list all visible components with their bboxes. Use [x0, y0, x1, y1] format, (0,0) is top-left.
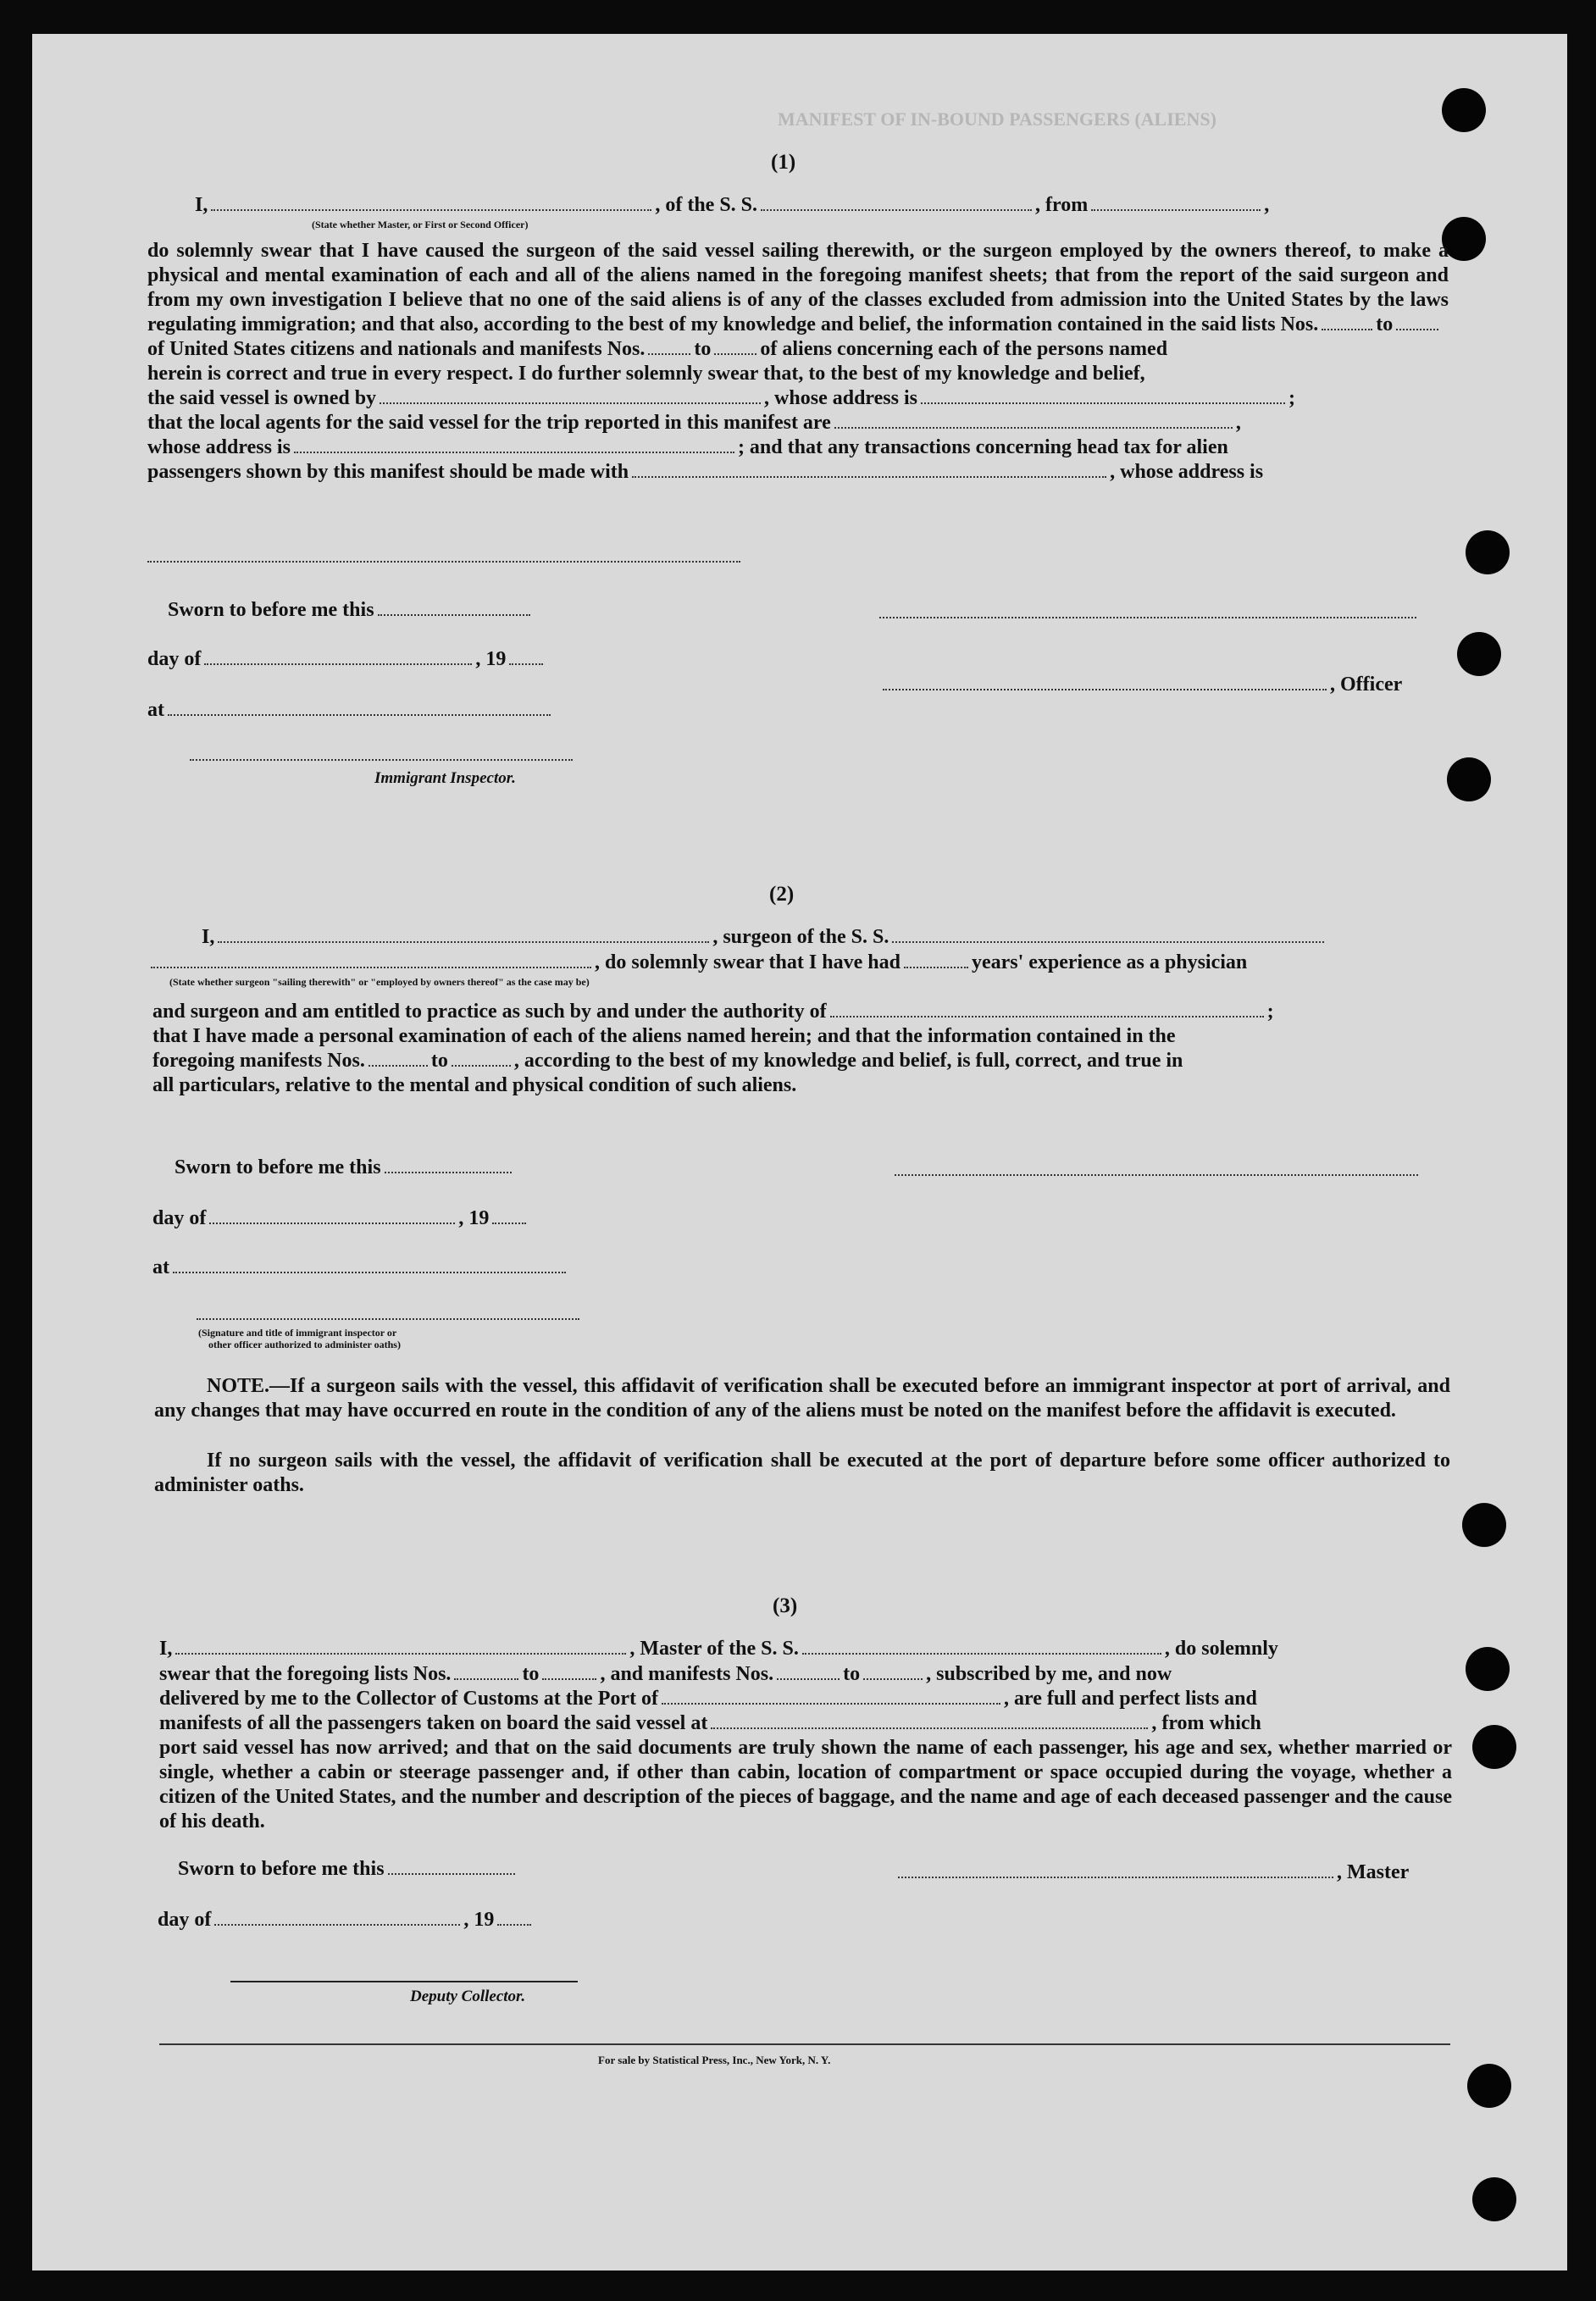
binder-hole-5	[1447, 757, 1491, 801]
s2-paragraph: and surgeon and am entitled to practice as such by and under the authority of ; that I have made a personal examination of each of the aliens named herein; and that the information contained in the foregoing manifests Nos. to , according to the best of my knowledge and belief, is full, correct, and true in all particulars, relative to the mental and physical condition of such aliens.	[152, 1001, 1274, 1096]
binder-hole-8	[1472, 1725, 1516, 1769]
s1-inspector-line	[190, 759, 573, 761]
s1-i: I,	[195, 194, 208, 216]
binder-hole-9	[1467, 2064, 1511, 2108]
s3-master: , Master	[895, 1860, 1409, 1885]
s2-officer-line	[197, 1318, 579, 1320]
s2-day-of: day of , 19	[152, 1206, 529, 1231]
s3-line-master: I, , Master of the S. S. , do solemnly	[159, 1638, 1278, 1660]
s3-collector: Deputy Collector.	[410, 1988, 526, 2005]
s2-note: NOTE.—If a surgeon sails with the vessel, this affidavit of verification shall be executed before an immigrant inspector at port of arrival, and any changes that may have occurred en route in the condition of any of the aliens must be noted on the manifest before the affidavit is executed.	[154, 1375, 1450, 1422]
s1-day-of: day of , 19	[147, 647, 546, 672]
s2-sig-label-2: other officer authorized to administer oaths)	[208, 1339, 401, 1350]
s3-paragraph: swear that the foregoing lists Nos. to , and manifests Nos. to , subscribed by me, and now delivered by me to the Collector of Customs at the Port of , are full and perfect lists and manifests of all the passengers taken on board the said vessel at , from which port said vessel has now arrived; and that on the said documents are truly shown the name of each passenger, his age and sex, whether married or single, whether a cabin or steerage passenger and, if other than cabin, location of compartment or space occupied during the voyage, whether a citizen of the United States, and the number and description of the pieces of baggage, and the name and age of each deceased passenger and the cause of his death.	[159, 1663, 1452, 1832]
s2-line-surgeon: I, , surgeon of the S. S.	[202, 925, 1327, 950]
s3-sworn: Sworn to before me this	[178, 1857, 518, 1882]
binder-hole-3	[1466, 530, 1510, 574]
s2-at: at	[152, 1256, 569, 1280]
s1-from: , from	[1035, 194, 1089, 216]
s2-sworn: Sworn to before me this	[175, 1156, 515, 1180]
footer-text: For sale by Statistical Press, Inc., New York, N. Y.	[598, 2054, 831, 2066]
s1-sub-label: (State whether Master, or First or Second Officer)	[312, 219, 529, 230]
s2-signature-line	[895, 1174, 1418, 1176]
binder-hole-4	[1457, 632, 1501, 676]
s1-inspector: Immigrant Inspector.	[374, 769, 516, 787]
s2-sig-label-1: (Signature and title of immigrant inspector or	[198, 1327, 397, 1339]
s1-at: at	[147, 698, 554, 723]
bleed-through-text: MANIFEST OF IN-BOUND PASSENGERS (ALIENS)	[778, 108, 1216, 130]
s1-sworn: Sworn to before me this	[168, 598, 534, 623]
s1-signature-line	[879, 617, 1416, 618]
s3-day-of: day of , 19	[158, 1908, 535, 1932]
section-3-number: (3)	[773, 1594, 798, 1617]
s1-officer: , Officer	[879, 673, 1402, 697]
binder-hole-1	[1442, 88, 1486, 132]
s2-line-swear: , do solemnly swear that I have had years' experience as a physician	[147, 951, 1247, 975]
s1-line-master: I, , of the S. S. , from ,	[195, 194, 1270, 216]
s1-of-ss: , of the S. S.	[655, 194, 758, 216]
footer-rule	[159, 2043, 1450, 2045]
section-1-number: (1)	[771, 151, 796, 174]
s3-collector-line	[230, 1981, 578, 1982]
s1-address-line	[147, 561, 740, 563]
binder-hole-7	[1466, 1647, 1510, 1691]
s2-note-2: If no surgeon sails with the vessel, the affidavit of verification shall be executed at the port of departure before some officer authorized to administer oaths.	[154, 1450, 1450, 1496]
form-page	[32, 34, 1567, 2271]
s2-sub-label: (State whether surgeon "sailing therewith" or "employed by owners thereof" as the case may be)	[169, 976, 590, 988]
s1-paragraph: do solemnly swear that I have caused the surgeon of the said vessel sailing therewith, or the surgeon employed by the owners thereof, to make a physical and mental examination of each and all of the aliens named in the foregoing manifest sheets; that from the report of the said surgeon and from my own investigation I believe that no one of the said aliens is of any of the classes excluded from admission into the United States by the laws regulating immigration; and that also, according to the best of my knowledge and belief, the information contained in the said lists Nos. to of United States citizens and nationals and manifests Nos. to of aliens concerning each of the persons named herein is correct and true in every respect. I do further solemnly swear that, to the best of my knowledge and belief, the said vessel is owned by , whose address is ; that the local agents for the said vessel for the trip reported in this manifest are , whose address is ; and that any transactions concerning head tax for alien passengers shown by this manifest should be made with , whose address is	[147, 240, 1449, 483]
section-2-number: (2)	[769, 883, 795, 906]
binder-hole-6	[1462, 1503, 1506, 1547]
binder-hole-10	[1472, 2177, 1516, 2221]
